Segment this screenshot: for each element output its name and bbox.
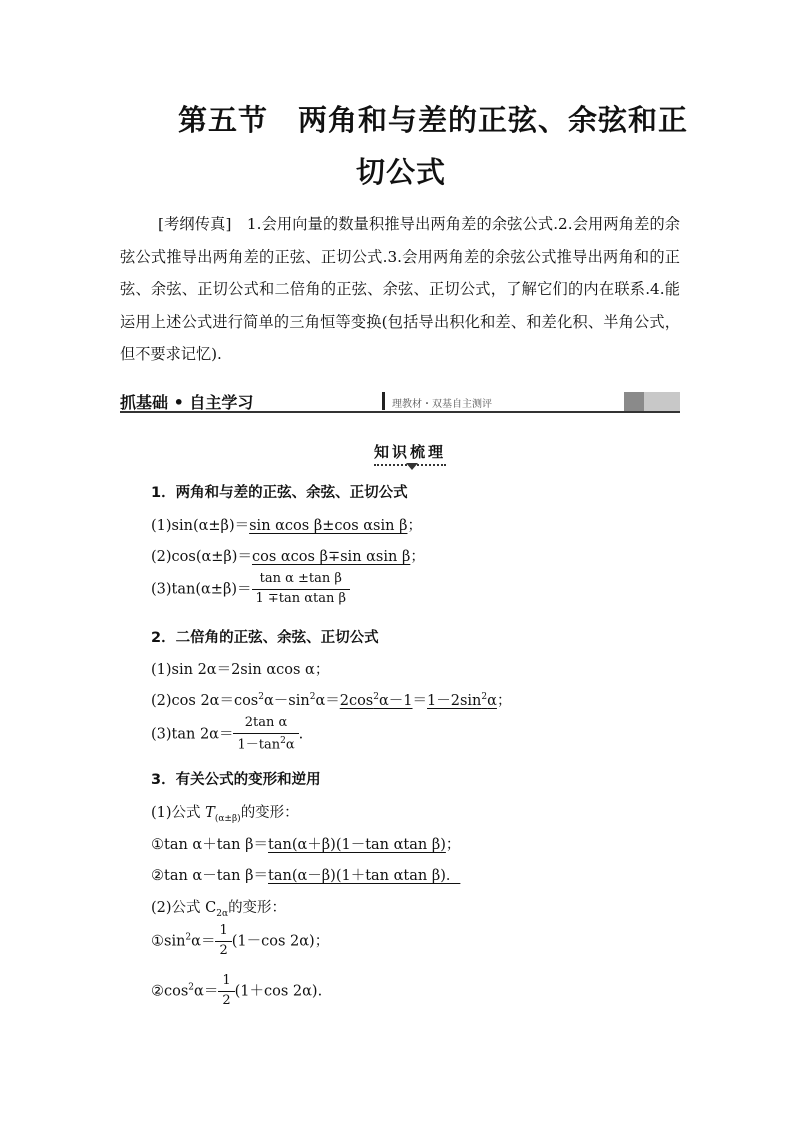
formula-label: ②tan α－tan β＝ (151, 868, 269, 884)
formula-text: ＝ (412, 693, 428, 709)
section-2-title: 2．二倍角的正弦、余弦、正切公式 (151, 630, 379, 646)
formula-text: ①sin (151, 933, 186, 950)
formula-label: (1)sin(α±β)＝ (151, 518, 250, 534)
formula-text: (1)公式 (151, 805, 206, 821)
banner-block-dark (624, 392, 644, 411)
exponent: 2 (188, 982, 195, 993)
formula-cos-double (151, 689, 511, 710)
subscript: (α±β) (214, 813, 241, 824)
banner-heading: 抓基础 • 自主学习 (120, 393, 254, 412)
formula-tan-double (151, 716, 303, 753)
formula-label: (3)tan(α±β)＝ (151, 581, 252, 598)
page-title: 第五节 两角和与差的正弦、余弦和正 (178, 103, 689, 137)
punct: ； (496, 693, 512, 709)
punct: ； (445, 837, 461, 853)
subsection-C (151, 896, 286, 919)
formula-text: 1－tan (237, 737, 281, 753)
numerator: 1 (218, 974, 234, 992)
fraction (233, 716, 298, 753)
formula-text: (2)cos 2α＝cos (151, 693, 259, 709)
formula-text: 2cos (339, 693, 374, 709)
answer-blank: sin αcos β±cos αsin β (249, 518, 408, 534)
formula-sin-double: (1)sin 2α＝2sin αcos α； (151, 662, 330, 678)
numerator: 1 (215, 924, 231, 942)
section-banner (120, 389, 680, 413)
exponent: 2 (481, 692, 488, 703)
formula-text: α－1 (379, 693, 413, 709)
formula-label: ①tan α＋tan β＝ (151, 837, 269, 853)
punct: ； (410, 549, 425, 565)
page-title-continued: 切公式 (356, 155, 447, 189)
answer-blank: cos αcos β∓sin αsin β (251, 549, 411, 565)
formula-text: α＝ (194, 983, 219, 1000)
section-1-title: 1．两角和与差的正弦、余弦、正切公式 (151, 485, 408, 501)
formula-cos-squared (151, 974, 322, 1009)
syllabus-text: 1.会用向量的数量积推导出两角差的余弦公式.2.会用两角差的余弦公式推导出两角差的正弦、正切公式.3.会用两角差的余弦公式推导出两角和的正弦、余弦、正切公式和二倍角的正弦、余弦、正切公式，了解它们的内在联系.4.能运用上述公式进行简单的三角恒等变换(包括导出积化和差、和差化积、半角公式，但不要求记忆). (120, 215, 680, 363)
formula-tan-sum (151, 572, 350, 607)
fraction (215, 924, 231, 959)
exponent: 2 (280, 735, 286, 746)
formula-text: α (487, 693, 497, 709)
triangle-marker-icon (406, 463, 418, 470)
punct: ； (407, 518, 422, 534)
section-3-title: 3．有关公式的变形和逆用 (151, 772, 321, 788)
syllabus-paragraph (120, 208, 680, 371)
exponent: 2 (309, 692, 316, 703)
formula-cos-sum (151, 545, 425, 566)
formula-text: (2)公式 C (151, 900, 217, 916)
fraction (252, 572, 351, 607)
formula-label: (2)cos(α±β)＝ (151, 549, 252, 565)
subsection-T (151, 801, 299, 824)
punct: . (298, 726, 304, 743)
formula-text: 的变形： (228, 900, 287, 916)
denominator: 1 ∓tan αtan β (255, 590, 347, 606)
numerator: tan α ±tan β (252, 572, 351, 590)
formula-symbol: T (205, 805, 215, 821)
denominator (233, 734, 298, 753)
banner-separator (382, 392, 385, 410)
answer-blank (340, 693, 413, 709)
formula-text: α (285, 737, 295, 753)
answer-blank: tan(α－β)(1＋tan αtan β)． (268, 868, 461, 884)
answer-blank: tan(α＋β)(1－tan αtan β) (268, 837, 446, 853)
denominator: 2 (222, 992, 231, 1008)
formula-text: ②cos (151, 983, 189, 1000)
formula-sin-squared (151, 924, 329, 959)
formula-text: (1－cos 2α)； (231, 933, 330, 950)
denominator: 2 (219, 942, 228, 958)
formula-text: 的变形： (240, 805, 299, 821)
banner-subtitle: 理教材・双基自主测评 (392, 399, 492, 410)
formula-text: α＝ (191, 933, 216, 950)
fraction (218, 974, 234, 1009)
answer-blank (427, 693, 497, 709)
formula-label: (3)tan 2α＝ (151, 726, 234, 743)
subscript: 2α (216, 908, 229, 919)
formula-tan-sum-variant (151, 833, 460, 854)
exponent: 2 (258, 692, 264, 703)
formula-tan-diff-variant (151, 864, 460, 885)
banner-block-light (644, 392, 680, 411)
syllabus-tag: [考纲传真] (158, 215, 232, 233)
numerator: 2tan α (233, 716, 298, 734)
formula-text: (1＋cos 2α). (234, 983, 323, 1000)
formula-sin-sum (151, 514, 422, 535)
formula-text: α－sin (263, 693, 310, 709)
formula-text: 1－2sin (427, 693, 482, 709)
exponent: 2 (373, 692, 379, 703)
formula-text: α＝ (315, 693, 340, 709)
exponent: 2 (185, 932, 192, 943)
knowledge-heading: 知识梳理 (374, 441, 446, 466)
